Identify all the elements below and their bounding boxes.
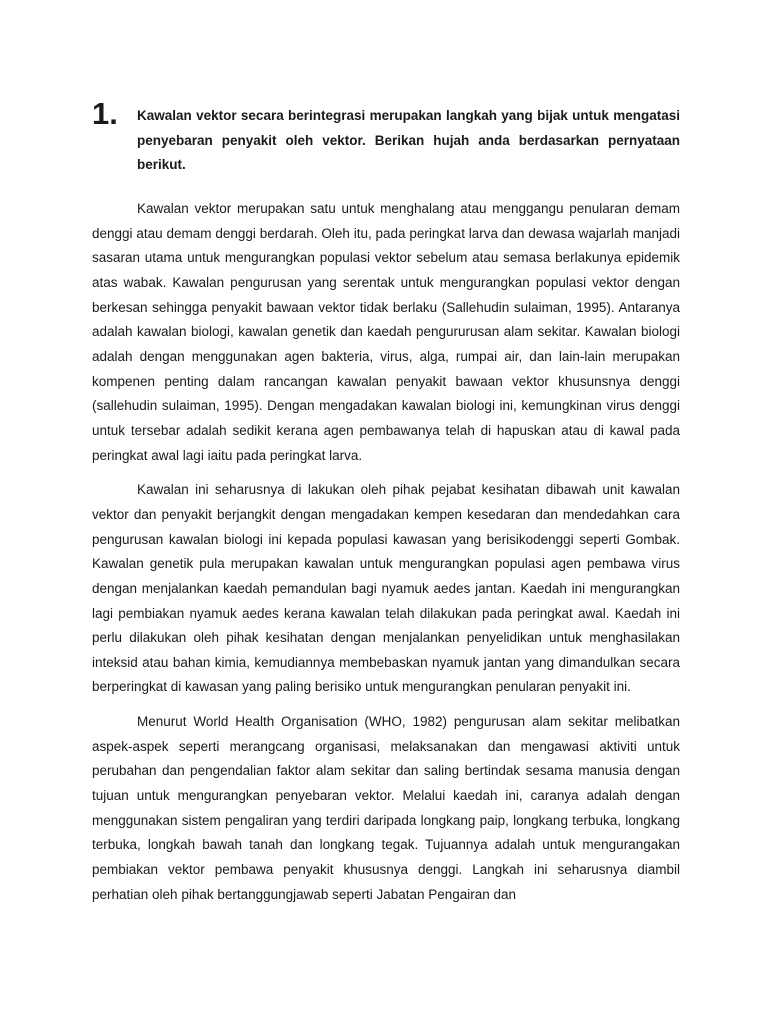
paragraph-biological-control: Kawalan vektor merupakan satu untuk menghalang atau menggangu penularan demam denggi atau demam denggi berdarah. Oleh itu, pada peringkat larva dan dewasa wajarlah manjadi sasaran utama untuk mengurangkan populasi vektor sebelum atau semasa berlakunya epidemik atas wabak. Kawalan pengurusan yang serentak untuk mengurangkan populasi vektor dengan berkesan sehingga penyakit bawaan vektor tidak berlaku (Sallehudin sulaiman, 1995). Antaranya adalah kawalan biologi, kawalan genetik dan kaedah pengururusan alam sekitar. Kawalan biologi adalah dengan menggunakan agen bakteria, virus, alga, rumpai air, dan lain-lain merupakan kompenen penting dalam rancangan kawalan penyakit bawaan vektor khusunsnya denggi (sallehudin sulaiman, 1995). Dengan mengadakan kawalan biologi ini, kemungkinan virus denggi untuk tersebar adalah sedikit kerana agen pembawanya telah di hapuskan atau di kawal pada peringkat awal lagi iaitu pada peringkat larva. (92, 201, 680, 463)
answer-body (92, 197, 680, 917)
paragraph-genetic-control: Kawalan ini seharusnya di lakukan oleh pihak pejabat kesihatan dibawah unit kawalan vektor dan penyakit berjangkit dengan mengadakan kempen kesedaran dan mendedahkan cara pengurusan kawalan biologi ini kepada populasi kawasan yang berisikodenggi seperti Gombak. Kawalan genetik pula merupakan kawalan untuk mengurangkan populasi agen pembawa virus dengan menjalankan kaedah pemandulan bagi nyamuk aedes jantan. Kaedah ini mengurangkan lagi pembiakan nyamuk aedes kerana kawalan telah dilakukan pada peringkat awal. Kaedah ini perlu dilakukan oleh pihak kesihatan dengan menjalankan penyelidikan untuk menghasilakan inteksid atau bahan kimia, kemudiannya membebaskan nyamuk jantan yang dimandulkan secara berperingkat di kawasan yang paling berisiko untuk mengurangkan penularan penyakit ini. (92, 482, 680, 695)
question-number: 1. (92, 96, 118, 131)
question-text: Kawalan vektor secara berintegrasi merupakan langkah yang bijak untuk mengatasi penyebaran penyakit oleh vektor. Berikan hujah anda berdasarkan pernyataan berikut. (137, 108, 680, 172)
paragraph-environment-management: Menurut World Health Organisation (WHO, 1982) pengurusan alam sekitar melibatkan aspek-aspek seperti merangcang organisasi, melaksanakan dan mengawasi aktiviti untuk perubahan dan pengendalian faktor alam sekitar dan saling bertindak sesama manusia dengan tujuan untuk mengurangkan penyebaran vektor. Melalui kaedah ini, caranya adalah dengan menggunakan sistem pengaliran yang terdiri daripada longkang paip, longkang terbuka, longkang terbuka, longkah bawah tanah dan longkang tegak. Tujuannya adalah untuk mengurangakan pembiakan vektor pembawa penyakit khususnya denggi. Langkah ini seharusnya diambil perhatian oleh pihak bertanggungjawab seperti Jabatan Pengairan dan (92, 714, 680, 902)
